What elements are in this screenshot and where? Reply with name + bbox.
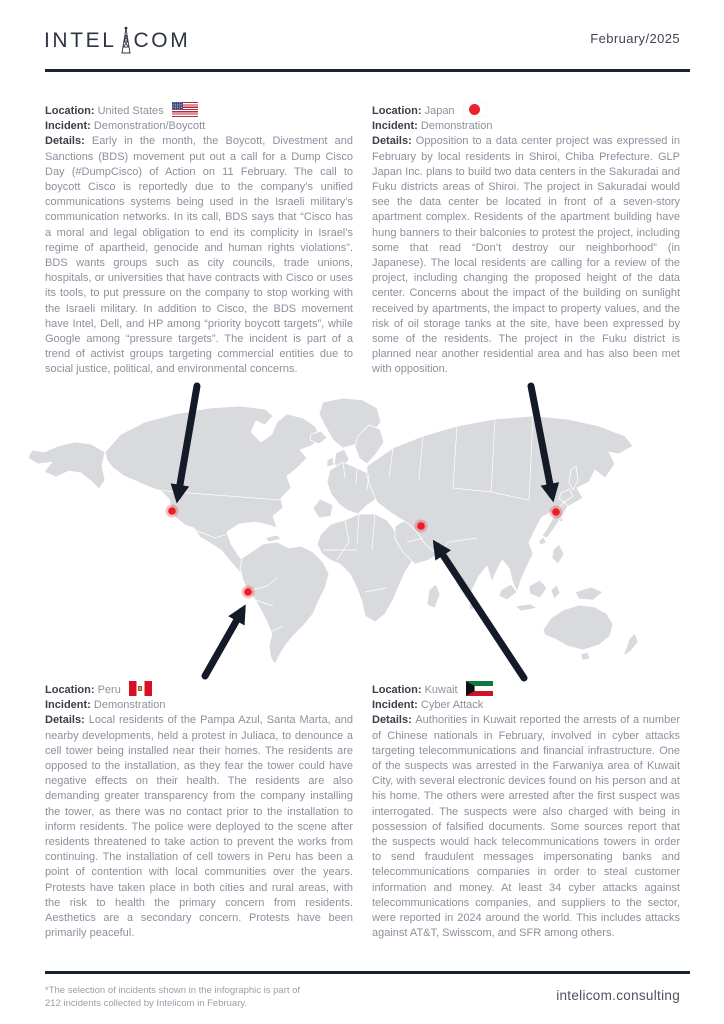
landmass-iberia	[313, 499, 333, 518]
details-text: Opposition to a data center project was expressed in February by local residents in Shiroi, Chiba Prefecture. GLP Japan Inc. plans to build two data centers in the Sakuradai and Fuku districts areas of Shiroi. The project in Sakuradai would see the data center be located in front of a seven-story apartment complex. Residents of the apartment building have hung banners to their balconies to protest the project, including some that read “Don’t destroy our neighborhood” (in Japanese). The local residents are calling for a review of the project, including changing the proposed height of the data center. Concerns about the impact of the building on sunlight received by apartments, the impact to property values, and the risk of oil storage tanks at the site, have been expressed by some of the residents. The project in the Fuku district is planned near another residential area and has also been met with opposition.	[372, 135, 680, 376]
location-value: Peru	[97, 684, 121, 696]
landmass-madagascar	[427, 584, 440, 608]
landmass-australia	[543, 605, 613, 650]
location-row	[45, 681, 353, 698]
incident-row	[372, 119, 680, 134]
incident-kuwait	[372, 681, 680, 941]
incident-row	[372, 698, 680, 713]
footnote: *The selection of incidents shown in the infographic is part of 212 incidents collected by Intelicom in February.	[45, 985, 301, 1009]
separator: :	[90, 105, 98, 117]
landmass-asia	[367, 416, 633, 600]
location-label: Location	[372, 684, 418, 696]
separator: :	[408, 714, 416, 727]
location-value: Japan	[424, 105, 455, 117]
incident-value: Demonstration	[93, 699, 166, 712]
location-label: Location	[45, 684, 91, 696]
location-value: United States	[97, 105, 164, 117]
details-text: Authorities in Kuwait reported the arrests of a number of Chinese nationals in February, involved in cyber attacks targeting telecommunications and financial infrastructure. One of the suspects was arrested in the Farwaniya area of Kuwait City, with several electronic devices found on his person and at his home. The others were arrested after the first suspect was interrogated. The suspects were also charged with being in possession of falsified documents. Some sources report that the suspects would hack telecommunications towers in order to send fraudulent messages impersonating banks and telecommunications companies in order to steal customer information and money. At least 34 cyber attacks against telecommunications companies, and suppliers to the sector, were reported in 2024 around the world. This includes attacks against AT&T, Swisscom, and SFR among others.	[372, 714, 680, 940]
details-text: Early in the month, the Boycott, Divestment and Sanctions (BDS) movement put out a call for a Dump Cisco Day (#DumpCisco) of Action on 11 February. The call to boycott Cisco is reportedly due to the company’s unified communications systems being used in the Israeli military’s communication networks. In its call, BDS says that “Cisco has a moral and legal obligation to end its complicity in Israel’s regime of apartheid, genocide and human rights violations”. BDS wants groups such as city councils, trade unions, hospitals, or universities that have contracts with Cisco or uses its tools, to put pressure on the company to stop working with the Israeli military. In addition to Cisco, the BDS movement have Intel, Dell, and HP among “priority boycott targets”, while Google among “pressure targets”. The incident is part of a trend of activist groups targeting commercial entities due to social justice, political, and environmental concerns.	[45, 135, 353, 376]
incident-row	[45, 119, 353, 134]
details-paragraph	[45, 713, 353, 941]
kuwait-flag-icon	[466, 681, 493, 696]
landmass-tasmania	[581, 652, 590, 660]
incident-value: Demonstration	[420, 120, 493, 133]
location-row	[45, 102, 353, 119]
separator: :	[417, 684, 425, 696]
landmass-sri-lanka	[469, 602, 476, 610]
details-label: Details	[45, 714, 82, 727]
footer-divider	[45, 971, 690, 974]
landmass-java	[515, 604, 537, 611]
landmass-new-guinea	[575, 587, 603, 600]
separator: :	[414, 699, 421, 712]
incident-label: Incident	[372, 699, 415, 712]
incident-japan	[372, 102, 680, 378]
incident-label: Incident	[45, 699, 88, 712]
incident-value: Demonstration/Boycott	[93, 120, 206, 133]
incident-label: Incident	[45, 120, 88, 133]
peru-flag-icon	[129, 681, 152, 696]
radio-tower-icon	[119, 26, 133, 54]
separator: :	[417, 105, 425, 117]
separator: :	[81, 714, 89, 727]
intelicom-logo	[44, 26, 190, 56]
incident-label: Incident	[372, 120, 415, 133]
header-divider	[45, 69, 690, 72]
location-row	[372, 681, 680, 698]
landmass-cuba	[265, 535, 281, 542]
separator: :	[87, 120, 94, 133]
separator: :	[87, 699, 94, 712]
landmass-borneo	[529, 580, 547, 598]
location-value: Kuwait	[424, 684, 458, 696]
incident-value: Cyber Attack	[420, 699, 484, 712]
details-label: Details	[372, 714, 409, 727]
location-label: Location	[372, 105, 418, 117]
landmass-new-zealand	[623, 633, 638, 656]
website-link[interactable]: intelicom.consulting	[556, 988, 680, 1003]
separator: :	[81, 135, 92, 148]
location-label: Location	[45, 105, 91, 117]
landmass-japan-kyushu	[539, 537, 546, 545]
landmass-sulawesi	[551, 585, 560, 599]
japan-flag-icon	[463, 102, 487, 117]
landmass-philippines	[552, 544, 564, 564]
world-map	[25, 392, 697, 672]
details-label: Details	[45, 135, 82, 148]
details-text: Local residents of the Pampa Azul, Santa Marta, and nearby developments, held a protest in Juliaca, to denounce a cell tower being installed near their homes. The residents are opposed to the installation, as they fear the tower could have negative effects on their health. The residents are also demanding greater transparency from the company installing the tower, as there was no contact prior to the installation to inform residents. The police were deployed to the scene after residents threatened to take action to prevent the works from continuing. The installation of cell towers in Peru has been a point of contention with local communities over the years. Protests have taken place in both cities and rural areas, with the risk to health the primary concern from residents. Aesthetics are a secondary concern. Protests have been primarily peaceful.	[45, 714, 353, 940]
landmass-south-america	[240, 542, 329, 664]
details-label: Details	[372, 135, 409, 148]
separator: :	[90, 684, 98, 696]
details-paragraph	[372, 134, 680, 377]
separator: :	[414, 120, 421, 133]
separator: :	[408, 135, 416, 148]
incident-peru	[45, 681, 353, 941]
united-states-flag-icon	[172, 102, 198, 117]
incident-row	[45, 698, 353, 713]
landmass-alaska	[28, 442, 105, 489]
landmass-ireland	[327, 457, 334, 467]
details-paragraph	[372, 713, 680, 941]
logo-text-left: INTEL	[44, 29, 117, 52]
issue-date: February/2025	[590, 31, 680, 46]
details-paragraph	[45, 134, 353, 377]
incident-united-states	[45, 102, 353, 378]
location-row	[372, 102, 680, 119]
logo-text-right: COM	[133, 29, 191, 52]
